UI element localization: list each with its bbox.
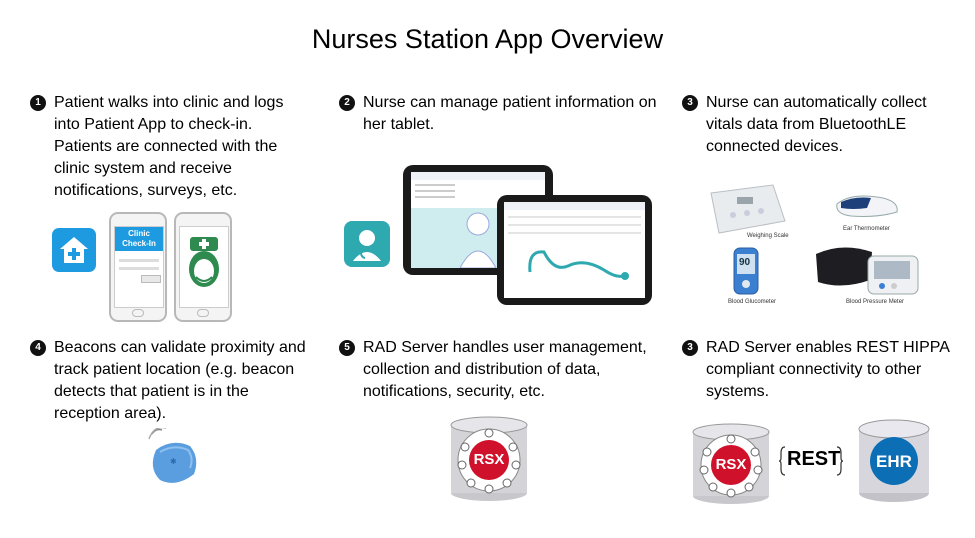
rsx-label: RSX (473, 451, 505, 468)
step-2 (339, 92, 659, 136)
svg-text:✱: ✱ (170, 457, 177, 466)
step-text: Patient walks into clinic and logs into Patient App to check-in. Patients are connected with the clinic system and receive notifications, surveys, etc. (54, 94, 284, 199)
page-title: Nurses Station App Overview (311, 24, 664, 54)
ehr-database (857, 417, 931, 503)
step-number-badge: 4 (30, 340, 46, 356)
check-in-banner: Clinic Check-In (115, 227, 163, 251)
blood-glucometer-icon (722, 246, 762, 296)
phone-nurse (174, 212, 232, 322)
step-5 (339, 337, 669, 403)
step-text: RAD Server enables REST HIPPA compliant connectivity to other systems. (706, 339, 950, 400)
tablet-stethoscope (497, 195, 652, 305)
step-number-badge: 1 (30, 95, 46, 111)
step-1 (30, 92, 310, 202)
nurse-icon (344, 221, 390, 267)
step-text: RAD Server handles user management, collection and distribution of data, notifications, security, etc. (363, 339, 647, 400)
patient-app-icon (52, 228, 96, 272)
beacon-device (146, 428, 202, 490)
blood-pressure-meter-label: Blood Pressure Meter (846, 299, 905, 305)
glucometer-reading: 90 (739, 257, 751, 268)
ear-thermometer-label: Ear Thermometer (843, 226, 890, 232)
ear-thermometer-icon (827, 186, 907, 226)
rsx-label: RSX (715, 456, 747, 473)
ehr-label: EHR (876, 452, 912, 471)
step-number-badge: 5 (339, 340, 355, 356)
home-plus-icon (52, 228, 96, 272)
beacon-icon (146, 428, 202, 490)
weighing-scale (703, 183, 789, 243)
step-3 (682, 92, 952, 158)
step-6 (682, 337, 952, 403)
phone-checkin (109, 212, 167, 322)
step-number-badge: 3 (682, 95, 698, 111)
blood-glucometer (722, 246, 792, 308)
step-number-badge: 2 (339, 95, 355, 111)
step-text: Nurse can automatically collect vitals data from BluetoothLE connected devices. (706, 94, 927, 155)
nurse-app-icon (344, 221, 390, 267)
weighing-scale-label: Weighing Scale (747, 233, 789, 239)
ear-thermometer (827, 186, 907, 236)
blood-pressure-meter-icon (812, 240, 922, 298)
rest-connector (779, 443, 843, 479)
step-number-badge: 3 (682, 340, 698, 356)
step-text: Beacons can validate proximity and track patient location (e.g. beacon detects that patient is in the reception area). (54, 339, 306, 422)
step-4 (30, 337, 315, 425)
nurse-figure-icon (458, 206, 498, 268)
stethoscope-icon (524, 242, 634, 288)
rsx-server-right (691, 420, 771, 506)
blood-glucometer-label: Blood Glucometer (728, 299, 777, 305)
rest-label: REST (787, 448, 841, 470)
rsx-server-center (449, 413, 529, 503)
blood-pressure-meter (812, 240, 922, 308)
step-text: Nurse can manage patient information on her tablet. (363, 94, 657, 133)
login-button (141, 275, 161, 283)
nurse-avatar-icon (180, 227, 228, 307)
weighing-scale-icon (703, 183, 789, 237)
